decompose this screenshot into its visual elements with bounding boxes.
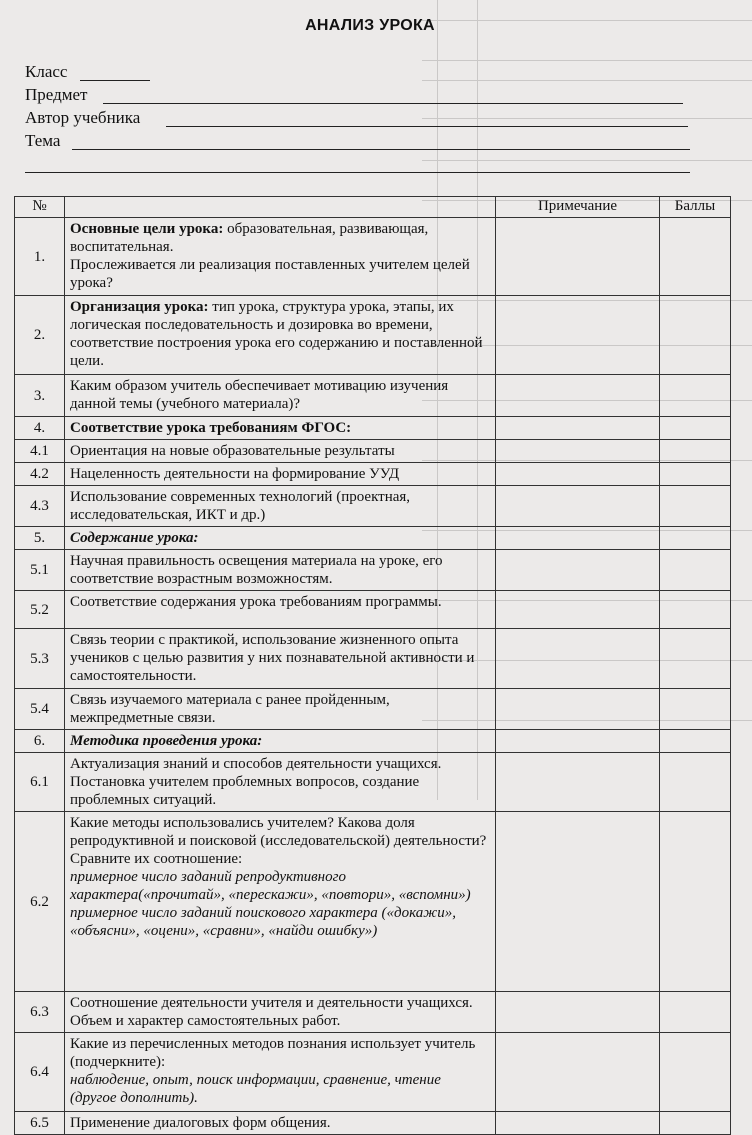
criterion-text: Применение диалоговых форм общения. bbox=[70, 1115, 331, 1131]
row-criterion bbox=[65, 486, 496, 527]
table-row bbox=[15, 753, 731, 812]
row-number: 5.3 bbox=[15, 629, 65, 689]
score-cell[interactable] bbox=[660, 463, 731, 486]
table-row bbox=[15, 550, 731, 591]
row-number: 4.3 bbox=[15, 486, 65, 527]
note-cell[interactable] bbox=[496, 486, 660, 527]
table-row bbox=[15, 463, 731, 486]
criterion-text: Нацеленность деятельности на формирование УУД bbox=[70, 466, 400, 482]
row-number: 5. bbox=[15, 527, 65, 550]
note-cell[interactable] bbox=[496, 730, 660, 753]
score-cell[interactable] bbox=[660, 440, 731, 463]
table-row bbox=[15, 440, 731, 463]
score-cell[interactable] bbox=[660, 812, 731, 992]
row-number: 6.5 bbox=[15, 1112, 65, 1135]
table-row bbox=[15, 486, 731, 527]
row-criterion bbox=[65, 689, 496, 730]
criterion-text: примерное число заданий репродуктивного характера(«прочитай», «перескажи», «повтори», «вспомни») bbox=[70, 869, 471, 903]
col-header-number: № bbox=[15, 197, 65, 218]
row-number: 6.1 bbox=[15, 753, 65, 812]
row-criterion bbox=[65, 527, 496, 550]
row-number: 6.2 bbox=[15, 812, 65, 992]
note-cell[interactable] bbox=[496, 527, 660, 550]
row-criterion bbox=[65, 730, 496, 753]
row-number: 5.4 bbox=[15, 689, 65, 730]
row-number: 4.2 bbox=[15, 463, 65, 486]
class-input-line[interactable] bbox=[80, 80, 150, 81]
row-number: 6. bbox=[15, 730, 65, 753]
note-cell[interactable] bbox=[496, 417, 660, 440]
row-number: 5.2 bbox=[15, 591, 65, 629]
table-row bbox=[15, 812, 731, 992]
score-cell[interactable] bbox=[660, 753, 731, 812]
row-criterion bbox=[65, 296, 496, 375]
note-cell[interactable] bbox=[496, 689, 660, 730]
score-cell[interactable] bbox=[660, 1112, 731, 1135]
table-row bbox=[15, 375, 731, 417]
criterion-text: Ориентация на новые образовательные результаты bbox=[70, 443, 395, 459]
row-criterion bbox=[65, 218, 496, 296]
score-cell[interactable] bbox=[660, 486, 731, 527]
score-cell[interactable] bbox=[660, 296, 731, 375]
note-cell[interactable] bbox=[496, 218, 660, 296]
note-cell[interactable] bbox=[496, 591, 660, 629]
criterion-text: Связь теории с практикой, использование жизненного опыта учеников с целью развития у них познавательной активности и самостоятельности. bbox=[70, 632, 475, 684]
criterion-text: Соответствие содержания урока требованиям программы. bbox=[70, 594, 442, 610]
topic-input-line-2[interactable] bbox=[25, 172, 690, 173]
class-field bbox=[25, 62, 67, 82]
row-criterion bbox=[65, 629, 496, 689]
row-number: 2. bbox=[15, 296, 65, 375]
criterion-text: Содержание урока: bbox=[70, 530, 199, 546]
note-cell[interactable] bbox=[496, 550, 660, 591]
score-cell[interactable] bbox=[660, 992, 731, 1033]
table-row bbox=[15, 417, 731, 440]
criterion-text: Соответствие урока требованиям ФГОС: bbox=[70, 420, 352, 436]
score-cell[interactable] bbox=[660, 550, 731, 591]
score-cell[interactable] bbox=[660, 218, 731, 296]
subject-label: Предмет bbox=[25, 85, 88, 104]
table-row bbox=[15, 629, 731, 689]
author-label: Автор учебника bbox=[25, 108, 141, 127]
row-criterion bbox=[65, 812, 496, 992]
note-cell[interactable] bbox=[496, 812, 660, 992]
row-criterion bbox=[65, 550, 496, 591]
topic-label: Тема bbox=[25, 131, 61, 150]
note-cell[interactable] bbox=[496, 296, 660, 375]
criterion-text: Соотношение деятельности учителя и деятельности учащихся. Объем и характер самостоятельных работ. bbox=[70, 995, 473, 1029]
row-number: 3. bbox=[15, 375, 65, 417]
topic-field bbox=[25, 131, 60, 151]
note-cell[interactable] bbox=[496, 440, 660, 463]
score-cell[interactable] bbox=[660, 689, 731, 730]
note-cell[interactable] bbox=[496, 1112, 660, 1135]
row-number: 4. bbox=[15, 417, 65, 440]
criterion-text: образовательная, развивающая, воспитательная. bbox=[70, 221, 429, 255]
row-criterion bbox=[65, 440, 496, 463]
row-criterion bbox=[65, 375, 496, 417]
note-cell[interactable] bbox=[496, 375, 660, 417]
score-cell[interactable] bbox=[660, 375, 731, 417]
criterion-text: наблюдение, опыт, поиск информации, сравнение, чтение (другое дополнить). bbox=[70, 1072, 441, 1106]
criterion-text: Какие методы использовались учителем? Какова доля репродуктивной и поисковой (исследовательской) деятельности? Сравните их соотношение: bbox=[70, 815, 487, 867]
author-input-line[interactable] bbox=[166, 126, 688, 127]
note-cell[interactable] bbox=[496, 463, 660, 486]
score-cell[interactable] bbox=[660, 730, 731, 753]
criterion-text: Научная правильность освещения материала на уроке, его соответствие возрастным возможностям. bbox=[70, 553, 443, 587]
subject-input-line[interactable] bbox=[103, 103, 683, 104]
row-criterion bbox=[65, 1112, 496, 1135]
row-criterion bbox=[65, 591, 496, 629]
criterion-text: Каким образом учитель обеспечивает мотивацию изучения данной темы (учебного материала)? bbox=[70, 378, 449, 412]
table-row bbox=[15, 730, 731, 753]
score-cell[interactable] bbox=[660, 1033, 731, 1112]
table-row bbox=[15, 1112, 731, 1135]
score-cell[interactable] bbox=[660, 527, 731, 550]
row-number: 1. bbox=[15, 218, 65, 296]
criterion-text: Использование современных технологий (проектная, исследовательская, ИКТ и др.) bbox=[70, 489, 411, 523]
row-number: 5.1 bbox=[15, 550, 65, 591]
table-row bbox=[15, 689, 731, 730]
row-criterion bbox=[65, 753, 496, 812]
class-label: Класс bbox=[25, 62, 68, 81]
table-row bbox=[15, 591, 731, 629]
subject-field bbox=[25, 85, 87, 105]
score-cell[interactable] bbox=[660, 417, 731, 440]
table-row bbox=[15, 1033, 731, 1112]
table-row bbox=[15, 527, 731, 550]
note-cell[interactable] bbox=[496, 629, 660, 689]
score-cell[interactable] bbox=[660, 591, 731, 629]
note-cell[interactable] bbox=[496, 992, 660, 1033]
row-number: 4.1 bbox=[15, 440, 65, 463]
criterion-text: Связь изучаемого материала с ранее пройденным, межпредметные связи. bbox=[70, 692, 390, 726]
author-field bbox=[25, 108, 140, 128]
criterion-text: Актуализация знаний и способов деятельности учащихся. Постановка учителем проблемных вопросов, создание проблемных ситуаций. bbox=[70, 756, 442, 808]
criterion-text: примерное число заданий поискового характера («докажи», «объясни», «оцени», «сравни», «найди ошибку») bbox=[70, 905, 456, 939]
criterion-text: тип урока, структура урока, этапы, их логическая последовательность и дозировка во времени, соответствие построения урока его содержанию и поставленной цели. bbox=[70, 299, 483, 369]
score-cell[interactable] bbox=[660, 629, 731, 689]
table-row bbox=[15, 218, 731, 296]
row-criterion bbox=[65, 992, 496, 1033]
row-criterion bbox=[65, 417, 496, 440]
table-row bbox=[15, 296, 731, 375]
note-cell[interactable] bbox=[496, 753, 660, 812]
col-header-score: Баллы bbox=[660, 197, 731, 218]
criterion-text: Прослеживается ли реализация поставленных учителем целей урока? bbox=[70, 257, 470, 291]
page-title: АНАЛИЗ УРОКА bbox=[305, 17, 435, 34]
criterion-text: Организация урока: bbox=[70, 299, 213, 315]
note-cell[interactable] bbox=[496, 1033, 660, 1112]
row-number: 6.4 bbox=[15, 1033, 65, 1112]
criterion-text: Основные цели урока: bbox=[70, 221, 228, 237]
table-row bbox=[15, 992, 731, 1033]
col-header-note: Примечание bbox=[496, 197, 660, 218]
row-criterion bbox=[65, 463, 496, 486]
row-number: 6.3 bbox=[15, 992, 65, 1033]
col-header-criterion bbox=[65, 197, 496, 218]
analysis-table bbox=[14, 196, 731, 1135]
row-criterion bbox=[65, 1033, 496, 1112]
topic-input-line[interactable] bbox=[72, 149, 690, 150]
criterion-text: Методика проведения урока: bbox=[70, 733, 263, 749]
criterion-text: Какие из перечисленных методов познания использует учитель (подчеркните): bbox=[70, 1036, 476, 1070]
table-header-row bbox=[15, 197, 731, 218]
